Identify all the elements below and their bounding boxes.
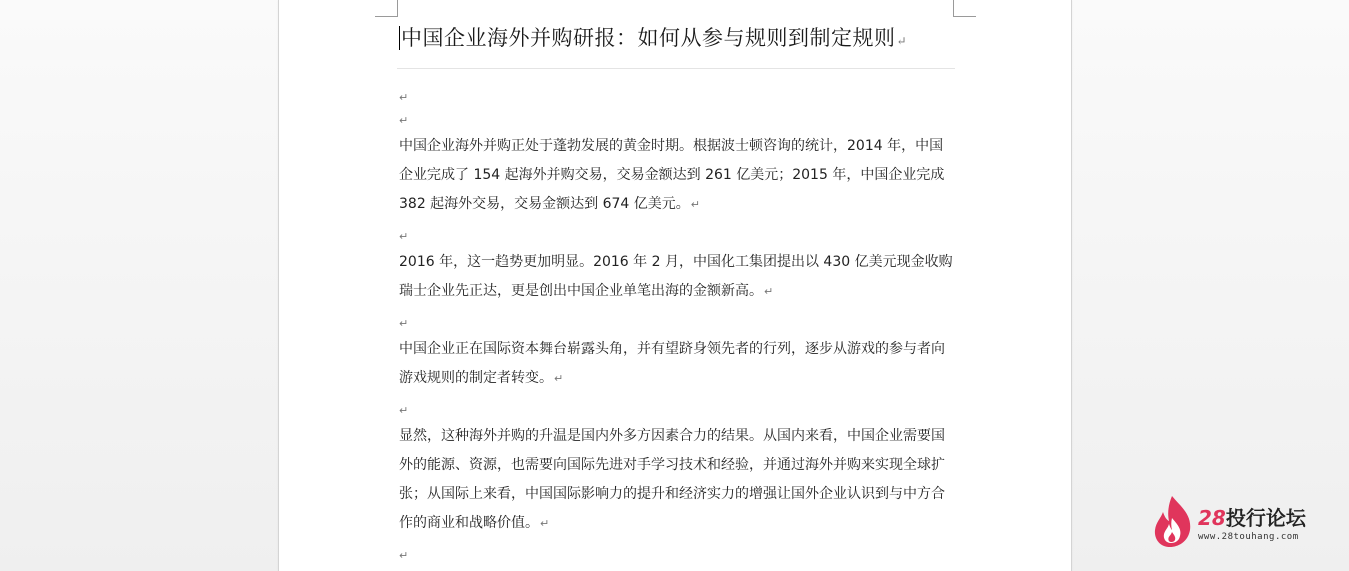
crop-mark-top-left <box>375 0 398 17</box>
empty-paragraph <box>399 312 957 335</box>
paragraph[interactable] <box>399 132 957 219</box>
watermark-title <box>1198 502 1306 531</box>
paragraph-mark-icon: ↵ <box>399 91 409 104</box>
paragraph-mark-icon: ↵ <box>540 517 550 530</box>
paragraph-mark-icon: ↵ <box>399 230 409 243</box>
empty-paragraph <box>399 544 957 567</box>
text-cursor <box>399 26 400 50</box>
watermark-logo <box>1150 494 1340 550</box>
paragraph-text: 中国企业正在国际资本舞台崭露头角，并有望跻身领先者的行列，逐步从游戏的参与者向游戏规则的制定者转变。 <box>399 341 945 386</box>
paragraph-mark-icon: ↵ <box>399 317 409 330</box>
paragraph[interactable] <box>399 422 957 538</box>
paragraph-mark-icon: ↵ <box>896 34 908 48</box>
document-title[interactable] <box>399 22 959 52</box>
paragraph[interactable] <box>399 248 957 306</box>
paragraph-mark-icon: ↵ <box>399 549 409 562</box>
document-page[interactable] <box>278 0 1072 571</box>
paragraph-text: 中国企业海外并购正处于蓬勃发展的黄金时期。根据波士顿咨询的统计，2014 年，中国企业完成了 154 起海外并购交易，交易金额达到 261 亿美元；2015 年，中国企业完成 382 起海外交易，交易金额达到 674 亿美元。 <box>399 138 945 212</box>
empty-paragraph <box>399 399 957 422</box>
title-divider <box>397 68 955 69</box>
paragraph-mark-icon: ↵ <box>554 372 564 385</box>
watermark-url: www.28touhang.com <box>1198 532 1299 542</box>
title-text: 中国企业海外并购研报：如何从参与规则到制定规则 <box>401 26 896 50</box>
paragraph-mark-icon: ↵ <box>690 198 701 211</box>
watermark-name: 投行论坛 <box>1225 506 1306 530</box>
paragraph-mark-icon: ↵ <box>399 114 409 127</box>
paragraph-mark-icon: ↵ <box>764 285 774 298</box>
document-body[interactable] <box>399 86 957 567</box>
flame-icon <box>1150 494 1196 548</box>
watermark-number: 28 <box>1198 506 1226 530</box>
empty-paragraph <box>399 109 957 132</box>
paragraph[interactable] <box>399 335 957 393</box>
paragraph-text: 显然，这种海外并购的升温是国内外多方因素合力的结果。从国内来看，中国企业需要国外的能源、资源，也需要向国际先进对手学习技术和经验，并通过海外并购来实现全球扩张；从国际上来看，中国国际影响力的提升和经济实力的增强让国外企业认识到与中方合作的商业和战略价值。 <box>399 428 945 531</box>
paragraph-text: 2016 年，这一趋势更加明显。2016 年 2 月，中国化工集团提出以 430 亿美元现金收购瑞士企业先正达，更是创出中国企业单笔出海的金额新高。 <box>399 254 953 299</box>
paragraph-mark-icon: ↵ <box>399 404 409 417</box>
crop-mark-top-right <box>953 0 976 17</box>
empty-paragraph <box>399 86 957 109</box>
empty-paragraph <box>399 225 957 248</box>
